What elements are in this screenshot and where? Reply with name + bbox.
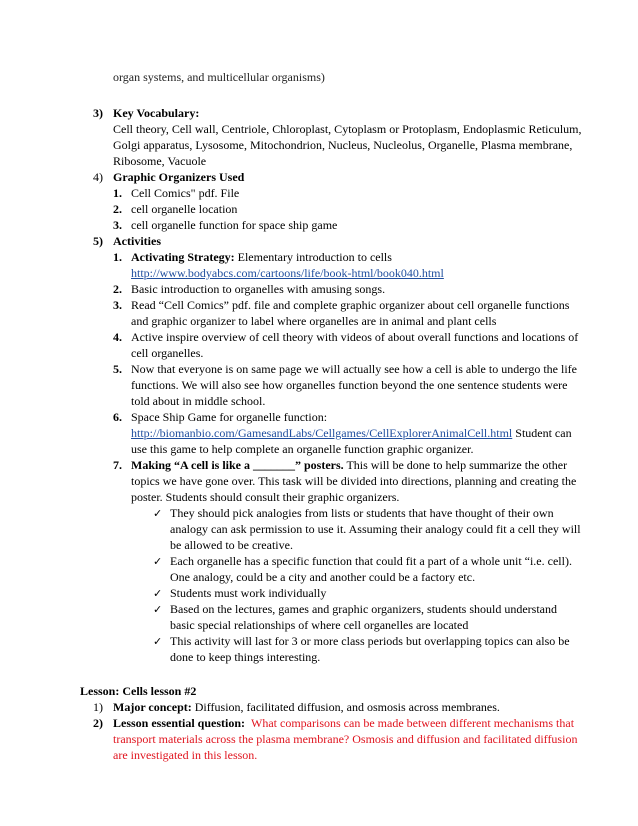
- activity-7-line-1: [131, 458, 567, 474]
- activity-4-line-1: Active inspire overview of cell theory with videos of about overall functions and locations of: [131, 330, 579, 344]
- check-3-line-1: Students must work individually: [170, 586, 327, 600]
- lesson-2-item-2-line-1: [113, 716, 574, 732]
- major-concept-text: Diffusion, facilitated diffusion, and osmosis across membranes.: [191, 700, 500, 714]
- check-2-line-1: Each organelle has a specific function that could fit a part of a whole unit “i.e. cell).: [170, 554, 572, 568]
- activity-5-line-2: functions. We will also see how organelles function beyond the one sentence students were: [131, 378, 568, 392]
- activity-6-after: Student can: [512, 426, 572, 440]
- section-4-number: 4): [93, 170, 103, 184]
- section-5-title: Activities: [113, 234, 161, 248]
- activity-7-text: This will be done to help summarize the other: [343, 458, 568, 472]
- activity-4-line-2: cell organelles.: [131, 346, 204, 360]
- organizer-2-text: cell organelle location: [131, 202, 238, 216]
- activity-5-number: 5.: [113, 362, 122, 376]
- activity-6-number: 6.: [113, 410, 122, 424]
- check-4-line-1: Based on the lectures, games and graphic organizers, students should understand: [170, 602, 558, 616]
- check-icon: ✓: [153, 507, 163, 520]
- activity-4-number: 4.: [113, 330, 122, 344]
- check-icon: ✓: [153, 603, 163, 616]
- activity-3-number: 3.: [113, 298, 122, 312]
- check-icon: ✓: [153, 635, 163, 648]
- organizer-2-number: 2.: [113, 202, 122, 216]
- section-4-title: Graphic Organizers Used: [113, 170, 245, 184]
- check-1-line-3: be allowed to be creative.: [170, 538, 293, 552]
- activity-5-line-3: told about in middle school.: [131, 394, 266, 408]
- check-4-line-2: basic special relationships of where cell organelles are located: [170, 618, 469, 632]
- activity-7-line-2: topics we have gone over. This task will be divided into directions, planning and creating the: [131, 474, 577, 488]
- activity-1-number: 1.: [113, 250, 122, 264]
- lesson-2-heading: Lesson: Cells lesson #2: [80, 684, 197, 698]
- continued-line: organ systems, and multicellular organisms): [113, 70, 325, 84]
- section-5-number: 5): [93, 234, 103, 248]
- activity-6-line-3: use this game to help complete an organelle function graphic organizer.: [131, 442, 474, 456]
- activity-7-line-3: poster. Students should consult their graphic organizers.: [131, 490, 400, 504]
- organizer-1-number: 1.: [113, 186, 122, 200]
- activity-1-label: Activating Strategy:: [131, 250, 235, 264]
- activity-2-text: Basic introduction to organelles with amusing songs.: [131, 282, 386, 296]
- lesson-2-item-2-number: 2): [93, 716, 103, 730]
- activity-3-line-1: Read “Cell Comics” pdf. file and complete graphic organizer about cell organelle functions: [131, 298, 570, 312]
- activity-6-line-1: Space Ship Game for organelle function:: [131, 410, 328, 424]
- activity-1-line: [131, 250, 392, 266]
- activity-5-line-1: Now that everyone is on same page we will actually see how a cell is able to undergo the life: [131, 362, 577, 376]
- organizer-1-text: Cell Comics" pdf. File: [131, 186, 240, 200]
- check-2-line-2: One analogy, could be a city and another could be a factory etc.: [170, 570, 476, 584]
- activity-6-link[interactable]: http://biomanbio.com/GamesandLabs/Cellgames/CellExplorerAnimalCell.html: [131, 426, 513, 440]
- vocab-line-2: Golgi apparatus, Lysosome, Mitochondrion, Nucleus, Nucleolus, Organelle, Plasma membrane,: [113, 138, 573, 152]
- activity-2-number: 2.: [113, 282, 122, 296]
- section-3-title: Key Vocabulary:: [113, 106, 200, 120]
- lesson-2-item-1-number: 1): [93, 700, 103, 714]
- vocab-line-1: Cell theory, Cell wall, Centriole, Chloroplast, Cytoplasm or Protoplasm, Endoplasmic Reticulum,: [113, 122, 582, 136]
- check-5-line-2: done to keep things interesting.: [170, 650, 321, 664]
- activity-6-line-2: [131, 426, 572, 442]
- essential-question-text-2: transport materials across the plasma membrane? Osmosis and diffusion and facilitated diffusion: [113, 732, 578, 746]
- check-1-line-1: They should pick analogies from lists or students that have thought of their own: [170, 506, 554, 520]
- section-3-number: 3): [93, 106, 103, 120]
- lesson-2-item-1: [113, 700, 500, 716]
- activity-3-line-2: and graphic organizer to label where organelles are in animal and plant cells: [131, 314, 497, 328]
- organizer-3-text: cell organelle function for space ship game: [131, 218, 338, 232]
- activity-1-link[interactable]: http://www.bodyabcs.com/cartoons/life/book-html/book040.html: [131, 266, 444, 280]
- activity-7-label: Making “A cell is like a _______” posters.: [131, 458, 344, 472]
- organizer-3-number: 3.: [113, 218, 122, 232]
- essential-question-text-3: are investigated in this lesson.: [113, 748, 258, 762]
- check-1-line-2: analogy can ask permission to use it. Assuming their analogy could fit a cell they will: [170, 522, 581, 536]
- check-icon: ✓: [153, 555, 163, 568]
- vocab-line-3: Ribosome, Vacuole: [113, 154, 207, 168]
- check-5-line-1: This activity will last for 3 or more class periods but overlapping topics can also be: [170, 634, 570, 648]
- major-concept-label: Major concept:: [113, 700, 192, 714]
- essential-question-label: Lesson essential question:: [113, 716, 246, 730]
- activity-7-number: 7.: [113, 458, 122, 472]
- essential-question-text-1: What comparisons can be made between different mechanisms that: [251, 716, 575, 730]
- check-icon: ✓: [153, 587, 163, 600]
- activity-1-text: Elementary introduction to cells: [234, 250, 392, 264]
